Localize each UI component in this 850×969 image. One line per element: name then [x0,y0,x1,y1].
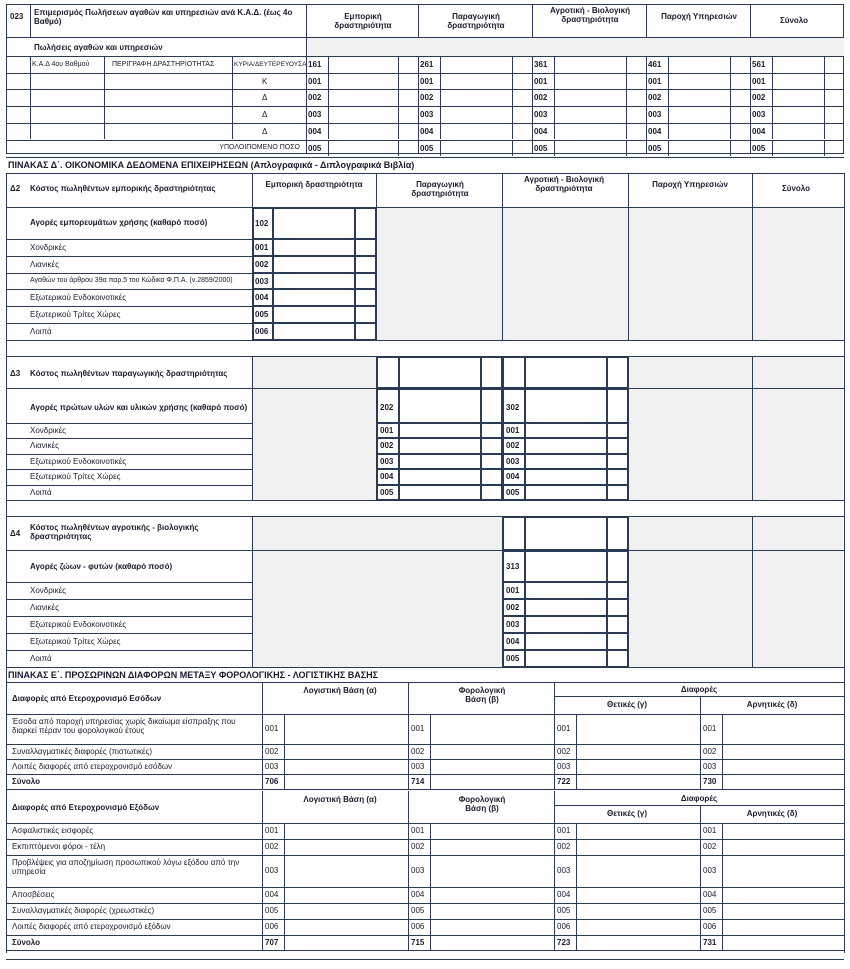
e-income-row-code: 003 [411,761,425,771]
s023-col-type: ΚΥΡΙΑ/ΔΕΥΤΕΡΕΥΟΥΣΑ [234,61,307,68]
s023-code: 005 [534,143,548,153]
e-income-row-code: 001 [265,724,279,733]
s023-row-type: Δ [262,126,268,136]
e-expense-row-code: 004 [703,890,717,899]
e-expense-row-code: 005 [557,906,571,915]
d4-row-label: Χονδρικές [30,586,66,595]
e-income-row-input[interactable] [431,715,553,743]
d-header-agrotiki: Αγροτική - Βιολογική δραστηριότητα [524,175,604,194]
e-expense-row-code: 002 [411,842,425,851]
s023-code: 002 [308,93,322,103]
d4-row-code: 005 [506,654,520,663]
e-expense-title: Διαφορές από Ετεροχρονισμό Εξόδων [12,803,160,812]
d3-row-label: Χονδρικές [30,426,66,435]
s023-header-paragogiki: Παραγωγική δραστηριότητα [447,12,505,31]
e-expense-row-label: Αποσβέσεις [12,890,55,899]
s023-subtitle: Πωλήσεις αγαθών και υπηρεσιών [34,43,163,52]
e-income-row-input[interactable] [577,760,699,773]
d3-row-code: 001 [506,426,520,435]
pinakas-d-title: ΠΙΝΑΚΑΣ Δ΄. ΟΙΚΟΝΟΜΙΚΑ ΔΕΔΟΜΕΝΑ ΕΠΙΧΕΙΡΗΣΕΩΝ (Απλογραφικά - Διπλογραφικά Βιβλία) [8,160,415,170]
s023-code: 004 [752,126,766,136]
d2-row-label: Εξωτερικού Τρίτες Χώρες [30,310,121,320]
d3-row-input[interactable] [525,438,607,453]
e-expense-row-input[interactable] [723,888,843,902]
e-expense-row-input[interactable] [577,840,699,854]
e-expense-row-input[interactable] [723,840,843,854]
d3-main-code-a: 202 [380,403,394,412]
s023-col-kad: Κ.Α.Δ 4ου Βαθμού [32,61,90,68]
d4-row-code: 003 [506,620,520,629]
d3-row-code: 001 [380,426,394,435]
s023-amount-input[interactable] [555,57,625,72]
s023-code: 002 [420,93,434,103]
d2-row-label: Λιανικές [30,259,59,269]
d3-row-input[interactable] [525,469,607,484]
e-income-col-logistiki: Λογιστική Βάση (α) [303,686,377,695]
d3-code: Δ3 [10,369,21,378]
s023-amount-input[interactable] [441,124,511,139]
s023-code: 003 [648,110,662,120]
e-income-row-code: 003 [265,761,279,771]
e-expense-row-code: 001 [557,826,571,835]
e-expense-row-code: 003 [557,866,571,875]
e-income-row-code: 002 [265,746,279,756]
d4-row-input[interactable] [525,599,607,616]
d4-row-input[interactable] [525,650,607,667]
s023-header-parochi: Παροχή Υπηρεσιών [661,12,737,21]
s023-code: 005 [308,143,322,153]
e-expense-row-input[interactable] [577,856,699,886]
section-023-title: Επιμερισμός Πωλήσεων αγαθών και υπηρεσιών ανά Κ.Α.Δ. (έως 4ο Βαθμό) [34,8,293,27]
s023-amount-input[interactable] [441,57,511,72]
s023-amount-input[interactable] [555,74,625,89]
d3-row-code: 003 [506,456,520,466]
d3-row-input[interactable] [525,423,607,438]
e-expense-row-input[interactable] [723,856,843,886]
d3-title: Κόστος πωληθέντων παραγωγικής δραστηριότητας [30,369,228,378]
d4-row-input[interactable] [525,616,607,633]
d3-main-label: Αγορές πρώτων υλών και υλικών χρήσης (καθαρό ποσό) [30,403,248,412]
s023-amount-input[interactable] [329,107,397,122]
d2-row-input[interactable] [273,323,355,340]
e-income-col-arnitikes: Αρνητικές (δ) [746,700,798,709]
e-expense-row-input[interactable] [431,840,553,854]
s023-amount-input[interactable] [329,90,397,105]
s023-amount-input[interactable] [441,141,511,156]
e-income-row-input[interactable] [285,715,407,743]
s023-amount-input[interactable] [773,57,823,72]
e-expense-row-input[interactable] [285,824,407,838]
d2-main-label: Αγορές εμπορευμάτων χρήσης (καθαρό ποσό) [30,218,208,227]
s023-code: 461 [648,60,662,69]
e-income-row-label: Συναλλαγματικές διαφορές (πιστωτικές) [12,747,153,756]
d2-row-label: Χονδρικές [30,243,66,252]
e-expense-total-input[interactable] [431,936,553,949]
e-expense-row-code: 004 [411,890,425,899]
d4-row-input[interactable] [525,633,607,650]
e-expense-row-label: Προβλέψεις για αποζημίωση προσωπικού λόγω εξόδου από την υπηρεσία [12,858,240,877]
e-expense-row-code: 002 [703,842,717,851]
e-income-total-label: Σύνολο [12,777,41,786]
d3-row-input[interactable] [399,454,481,469]
d2-row-input[interactable] [273,256,355,273]
s023-amount-input[interactable] [669,74,729,89]
s023-code: 004 [648,126,662,136]
d3-row-code: 004 [380,472,394,482]
d3-row-input[interactable] [399,485,481,500]
d3-row-label: Λιανικές [30,441,59,451]
e-income-row-code: 001 [703,724,717,733]
e-income-total-input[interactable] [285,775,407,788]
s023-amount-input[interactable] [441,90,511,105]
e-income-col-thetikes: Θετικές (γ) [606,700,648,709]
s023-amount-input[interactable] [773,124,823,139]
d2-row-input[interactable] [273,273,355,290]
d2-row-input[interactable] [273,289,355,306]
d-header-parochi: Παροχή Υπηρεσιών [652,180,728,189]
e-income-row-code: 003 [557,761,571,771]
e-expense-col-logistiki: Λογιστική Βάση (α) [303,795,377,804]
e-expense-total-input[interactable] [577,936,699,949]
d2-row-code: 003 [255,276,269,286]
d3-row-code: 005 [380,487,394,497]
s023-remaining-label: ΥΠΟΛΟΙΠΟΜΕΝΟ ΠΟΣΟ [219,143,300,151]
d2-code: Δ2 [10,184,21,193]
e-expense-row-code: 001 [265,826,279,835]
s023-amount-input[interactable] [773,107,823,122]
s023-amount-input[interactable] [329,57,397,72]
d3-row-input[interactable] [399,438,481,453]
e-expense-total-input[interactable] [285,936,407,949]
s023-amount-input[interactable] [555,90,625,105]
d3-row-input[interactable] [525,454,607,469]
d3-main-input-a[interactable] [399,389,481,423]
d4-row-code: 004 [506,637,520,646]
s023-amount-input[interactable] [555,141,625,156]
d4-main-label: Αγορές ζώων - φυτών (καθαρό ποσό) [30,562,173,571]
d4-row-label: Εξωτερικού Ενδοκοινοτικές [30,620,127,629]
e-expense-row-input[interactable] [431,904,553,918]
d4-code: Δ4 [10,529,21,538]
d3-main-code-b: 302 [506,403,520,412]
d2-row-code: 005 [255,310,269,320]
e-expense-total-label: Σύνολο [12,938,41,947]
d4-main-input[interactable] [525,551,607,582]
e-income-row-code: 001 [557,724,571,733]
s023-code: 361 [534,60,548,69]
e-expense-row-input[interactable] [723,920,843,934]
d2-row-code: 006 [255,327,269,336]
s023-row-type: Δ [262,110,268,120]
s023-header-emporiki: Εμπορική δραστηριότητα [334,12,392,31]
e-expense-row-label: Συναλλαγματικές διαφορές (χρεωστικές) [12,906,155,915]
e-income-row-input[interactable] [431,745,553,758]
e-income-total-input[interactable] [577,775,699,788]
s023-code: 004 [420,126,434,136]
e-expense-row-code: 006 [557,922,571,931]
e-expense-total-code: 723 [557,938,571,947]
s023-header-synolo: Σύνολο [780,16,809,25]
s023-amount-input[interactable] [555,107,625,122]
e-income-row-code: 002 [411,746,425,756]
d3-row-input[interactable] [399,423,481,438]
e-expense-total-code: 707 [265,938,279,947]
e-income-row-code: 003 [703,761,717,771]
d4-title: Κόστος πωληθέντων αγροτικής - βιολογικής δραστηριότητας [30,523,199,542]
e-income-total-code: 714 [411,777,425,786]
e-expense-row-input[interactable] [285,920,407,934]
e-expense-total-code: 715 [411,938,425,947]
s023-code: 002 [648,93,662,103]
d-header-paragogiki: Παραγωγική δραστηριότητα [411,180,469,199]
e-expense-total-code: 731 [703,938,717,947]
s023-code: 001 [534,76,548,86]
d4-row-code: 002 [506,603,520,612]
s023-code: 005 [648,143,662,153]
e-expense-row-input[interactable] [577,920,699,934]
e-expense-row-code: 003 [703,866,717,875]
e-expense-row-input[interactable] [723,824,843,838]
e-income-row-input[interactable] [431,760,553,773]
e-expense-row-code: 002 [265,842,279,851]
s023-code: 001 [308,76,322,86]
e-income-total-code: 722 [557,777,571,786]
e-expense-row-label: Εκπιπτόμενοι φόροι - τέλη [12,842,106,851]
s023-code: 004 [534,126,548,136]
s023-code: 001 [648,76,662,86]
e-expense-row-input[interactable] [577,888,699,902]
e-income-row-input[interactable] [285,760,407,773]
e-income-row-input[interactable] [723,745,843,758]
e-expense-row-label: Ασφαλιστικές εισφορές [12,826,94,835]
e-expense-col-thetikes: Θετικές (γ) [606,809,648,818]
e-expense-row-code: 001 [703,826,717,835]
e-expense-row-code: 004 [265,890,279,899]
d4-row-input[interactable] [525,582,607,599]
e-income-total-input[interactable] [723,775,843,788]
e-expense-row-code: 001 [411,826,425,835]
e-expense-row-code: 004 [557,890,571,899]
s023-row-type: Δ [262,93,268,103]
d2-row-label: Αγαθών του άρθρου 39α παρ.5 του Κώδικα Φ.Π.Α. (ν.2859/2000) [30,276,233,284]
e-income-row-input[interactable] [577,745,699,758]
s023-code: 002 [534,93,548,103]
e-expense-row-input[interactable] [577,824,699,838]
s023-code: 001 [420,76,434,86]
s023-code: 005 [420,143,434,153]
e-expense-row-input[interactable] [285,856,407,886]
s023-code: 003 [420,110,434,120]
s023-amount-input[interactable] [773,74,823,89]
s023-amount-input[interactable] [329,74,397,89]
e-expense-row-code: 006 [265,922,279,931]
e-expense-row-label: Λοιπές διαφορές από ετεροχρονισμό εξόδων [12,922,171,931]
d4-main-code: 313 [506,562,520,571]
e-expense-col-diafores: Διαφορές [680,794,718,803]
d2-row-label: Λοιπά [30,327,52,336]
e-income-row-input[interactable] [723,760,843,773]
e-income-row-code: 002 [703,746,717,756]
d3-row-label: Εξωτερικού Ενδοκοινοτικές [30,456,127,466]
d2-row-code: 001 [255,243,269,252]
e-expense-row-input[interactable] [285,840,407,854]
d2-row-label: Εξωτερικού Ενδοκοινοτικές [30,293,127,303]
e-expense-row-code: 003 [265,866,279,875]
e-expense-row-input[interactable] [431,888,553,902]
e-income-row-code: 002 [557,746,571,756]
e-income-total-code: 706 [265,777,279,786]
e-income-row-input[interactable] [285,745,407,758]
s023-amount-input[interactable] [773,141,823,156]
e-income-total-code: 730 [703,777,717,786]
d3-main-input-b[interactable] [525,389,607,423]
s023-amount-input[interactable] [669,124,729,139]
s023-code: 005 [752,143,766,153]
s023-code: 261 [420,60,434,69]
section-023-code: 023 [10,12,24,21]
d3-row-code: 002 [506,441,520,451]
d3-row-input[interactable] [399,469,481,484]
s023-code: 161 [308,60,322,69]
e-expense-col-arnitikes: Αρνητικές (δ) [746,809,798,818]
d3-row-input[interactable] [525,485,607,500]
e-income-row-code: 001 [411,724,425,733]
e-expense-row-input[interactable] [577,904,699,918]
s023-amount-input[interactable] [669,90,729,105]
e-income-col-diafores: Διαφορές [680,685,718,694]
e-expense-row-code: 006 [411,922,425,931]
e-expense-row-code: 003 [411,866,425,875]
e-income-row-input[interactable] [577,715,699,743]
s023-amount-input[interactable] [773,90,823,105]
d-header-synolo: Σύνολο [782,184,811,193]
e-income-row-label: Λοιπές διαφορές από ετεροχρονισμό εσόδων [12,762,173,771]
s023-amount-input[interactable] [329,124,397,139]
e-expense-row-code: 005 [265,906,279,915]
s023-code: 003 [752,110,766,120]
d3-row-label: Εξωτερικού Τρίτες Χώρες [30,472,121,482]
s023-amount-input[interactable] [441,107,511,122]
e-expense-row-input[interactable] [285,904,407,918]
d3-row-code: 005 [506,487,520,497]
s023-amount-input[interactable] [669,57,729,72]
e-expense-total-input[interactable] [723,936,843,949]
s023-amount-input[interactable] [329,141,397,156]
d3-row-label: Λοιπά [30,487,52,497]
e-income-title: Διαφορές από Ετεροχρονισμό Εσόδων [12,694,162,703]
e-expense-row-input[interactable] [431,824,553,838]
d4-row-label: Εξωτερικού Τρίτες Χώρες [30,637,121,646]
d2-title: Κόστος πωληθέντων εμπορικής δραστηριότητας [30,184,216,193]
d2-row-input[interactable] [273,306,355,323]
s023-code: 004 [308,126,322,136]
s023-col-desc: ΠΕΡΙΓΡΑΦΗ ΔΡΑΣΤΗΡΙΟΤΗΤΑΣ [112,61,215,68]
d2-row-input[interactable] [273,239,355,256]
s023-code: 003 [534,110,548,120]
d2-row-code: 004 [255,293,269,303]
d3-row-code: 002 [380,441,394,451]
d3-row-code: 003 [380,456,394,466]
e-expense-row-input[interactable] [723,904,843,918]
d2-main-input[interactable] [273,208,355,239]
d4-row-code: 001 [506,586,520,595]
e-expense-row-code: 002 [557,842,571,851]
e-expense-row-code: 005 [703,906,717,915]
s023-row-type: Κ [262,76,268,86]
e-expense-row-code: 005 [411,906,425,915]
s023-amount-input[interactable] [669,141,729,156]
e-income-row-label: Έσοδα από παροχή υπηρεσίας χωρίς δικαίωμα είσπραξης που διαρκεί πέραν του φορολογικού έτους [12,717,236,736]
e-expense-col-forologiki: Φορολογική Βάση (β) [458,795,506,814]
d3-row-code: 004 [506,472,520,482]
d-header-emporiki: Εμπορική δραστηριότητα [265,180,363,189]
d2-row-code: 002 [255,259,269,269]
e-expense-row-code: 006 [703,922,717,931]
s023-amount-input[interactable] [441,74,511,89]
d4-row-label: Λοιπά [30,654,52,663]
e-expense-row-input[interactable] [431,856,553,886]
e-expense-row-input[interactable] [285,888,407,902]
s023-header-agrotiki: Αγροτική - Βιολογική δραστηριότητα [550,6,630,25]
pinakas-e-title: ΠΙΝΑΚΑΣ Ε΄. ΠΡΟΣΩΡΙΝΩΝ ΔΙΑΦΟΡΩΝ ΜΕΤΑΞΥ ΦΟΡΟΛΟΓΙΚΗΣ - ΛΟΓΙΣΤΙΚΗΣ ΒΑΣΗΣ [8,670,379,680]
e-income-col-forologiki: Φορολογική Βάση (β) [458,686,506,705]
s023-code: 001 [752,76,766,86]
e-income-total-input[interactable] [431,775,553,788]
d4-row-label: Λιανικές [30,603,59,612]
s023-amount-input[interactable] [555,124,625,139]
s023-code: 561 [752,60,766,69]
s023-amount-input[interactable] [669,107,729,122]
e-expense-row-input[interactable] [431,920,553,934]
e-income-row-input[interactable] [723,715,843,743]
d2-main-code: 102 [255,219,269,228]
s023-code: 002 [752,93,766,103]
s023-code: 003 [308,110,322,120]
